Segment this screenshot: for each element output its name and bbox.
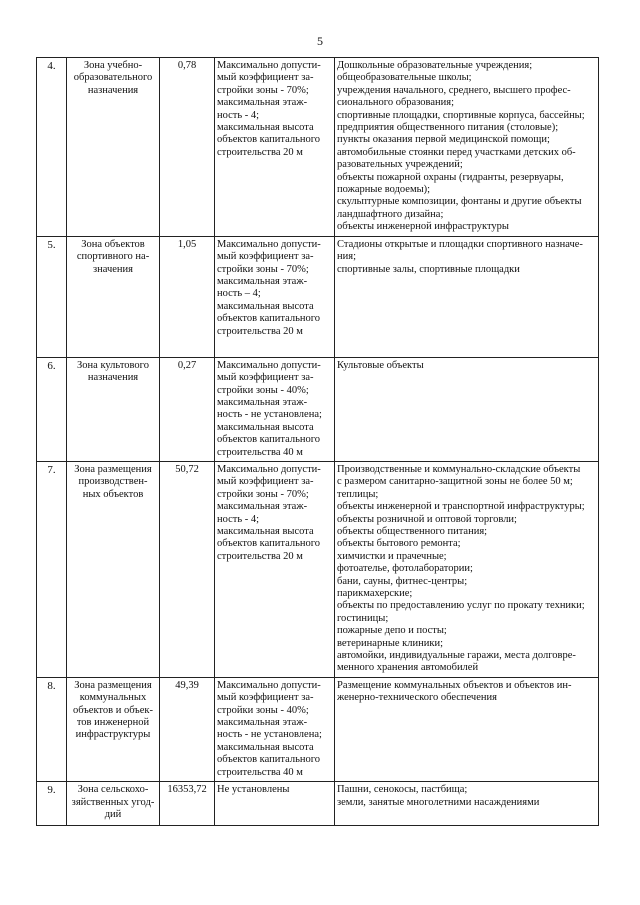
permitted-use-line: спортивные залы, спортивные площадки [337,263,520,275]
permitted-use-line: теплицы; [337,488,379,500]
zone-area-cell: 1,05 [160,236,215,357]
zone-parameter-line: стройки зоны - 40%; [217,384,309,396]
zone-parameter-line: максимальная этаж- [217,275,308,287]
permitted-use-line: Культовые объекты [337,359,424,371]
zone-parameter-line: Максимально допусти- [217,463,321,475]
permitted-uses-cell [335,357,599,461]
permitted-use-line: парикмахерские; [337,588,413,599]
row-number-cell: 8. [37,677,67,781]
zone-parameters-cell [215,782,335,826]
permitted-use-line: объекты по предоставлению услуг по прокату техники; [337,600,585,612]
zone-parameter-line: мый коэффициент за- [217,251,314,263]
permitted-use-line: объекты бытового ремонта; [337,538,461,550]
permitted-use-line: скульптурные композиции, фонтаны и другие объекты [337,196,582,208]
permitted-use-line: пункты оказания первой медицинской помощи; [337,134,550,146]
zone-parameter-line: мый коэффициент за- [217,372,314,384]
table-row [37,677,599,781]
zone-name-line: инфраструктуры [75,729,151,741]
zone-name-line: назначения [87,372,139,384]
zone-name-line: значения [92,263,134,275]
zones-table-body [37,58,599,826]
zone-parameter-line: Не установлены [217,784,290,796]
row-number-cell: 7. [37,461,67,677]
zone-parameter-line: Максимально допусти- [217,60,321,71]
zone-name-line: коммунальных [79,692,147,704]
zone-name-line: Зона размещения [74,679,152,691]
permitted-use-line: разовательных учреждений; [337,159,463,171]
permitted-use-line: женерно-технического обеспечения [337,692,497,704]
zone-parameter-line: стройки зоны - 70%; [217,84,309,96]
zone-parameters-cell [215,357,335,461]
table-row [37,236,599,357]
page-number: 5 [317,34,323,48]
zone-name-line: дий [104,808,122,820]
zone-area-cell: 16353,72 [160,782,215,826]
zone-name-line: зяйственных угод- [71,796,155,808]
table-row [37,461,599,677]
permitted-use-line: объекты пожарной охраны (гидранты, резервуары, [337,171,564,183]
zone-name-line: ных объектов [82,488,144,500]
row-number-cell: 4. [37,58,67,237]
permitted-use-line: ландшафтного дизайна; [337,208,444,220]
zone-parameter-line: строительства 40 м [217,446,303,458]
zone-parameter-line: максимальная высота [217,525,314,537]
zone-area-cell: 0,78 [160,58,215,237]
permitted-use-line: автомобильные стоянки перед участками детских об- [337,146,576,158]
zone-name-line: производствен- [78,476,148,488]
zone-parameter-line: стройки зоны - 70%; [217,488,309,500]
permitted-use-line: Размещение коммунальных объектов и объектов ин- [337,679,572,691]
zone-parameter-line: объектов капитального [217,434,321,446]
row-number-cell: 6. [37,357,67,461]
zone-parameter-line: мый коэффициент за- [217,692,314,704]
zone-parameter-line: Максимально допусти- [217,359,321,371]
zone-name-line: Зона учебно- [83,60,143,71]
zone-parameters-cell [215,58,335,237]
permitted-use-line: автомойки, индивидуальные гаражи, места долговре- [337,650,576,662]
zone-parameter-line: максимальная этаж- [217,501,308,513]
row-number-cell: 9. [37,782,67,826]
zone-parameter-line: объектов капитального [217,538,321,550]
permitted-use-line: сионального образования; [337,97,455,109]
zone-parameter-line: Максимально допусти- [217,238,321,250]
permitted-use-line: ния; [337,251,356,263]
zone-parameters-cell [215,236,335,357]
permitted-use-line: спортивные площадки, спортивные корпуса, бассейны; [337,109,585,121]
permitted-use-line: предприятия общественного питания (столовые); [337,122,559,134]
zone-parameter-line: ность - 4; [217,109,260,121]
zone-parameter-line: максимальная этаж- [217,97,308,109]
zone-name-cell [67,236,160,357]
permitted-use-line: Пашни, сенокосы, пастбища; [337,784,468,796]
row-number-cell: 5. [37,236,67,357]
zones-table [36,57,599,826]
permitted-use-line: Стадионы открытые и площадки спортивного назначе- [337,238,583,250]
permitted-use-line: объекты розничной и оптовой торговли; [337,513,517,525]
permitted-use-line: учреждения начального, среднего, высшего профес- [337,84,571,96]
zone-name-cell [67,357,160,461]
zone-parameter-line: ность - не установлена; [217,409,322,421]
zone-parameter-line: стройки зоны - 70%; [217,263,309,275]
permitted-use-line: общеобразовательные школы; [337,72,472,84]
zone-name-line: образовательного [73,72,153,84]
permitted-use-line: объекты общественного питания; [337,525,488,537]
zone-area-cell: 50,72 [160,461,215,677]
permitted-uses-cell [335,236,599,357]
zone-parameter-line: максимальная высота [217,122,314,134]
zone-parameter-line: строительства 20 м [217,325,303,337]
permitted-use-line: Производственные и коммунально-складские объекты [337,463,581,475]
zone-name-line: назначения [87,84,139,96]
table-row [37,58,599,237]
zone-name-line: спортивного на- [76,251,150,263]
permitted-uses-cell [335,461,599,677]
permitted-use-line: ветеринарные клиники; [337,637,443,649]
permitted-use-line: фотоателье, фотолаборатории; [337,563,473,575]
table-row [37,357,599,461]
zone-area-cell: 49,39 [160,677,215,781]
zone-parameter-line: максимальная высота [217,421,314,433]
zone-parameter-line: максимальная этаж- [217,396,308,408]
permitted-use-line: гостиницы; [337,612,389,624]
zone-area-cell: 0,27 [160,357,215,461]
zone-name-line: объектов и объек- [73,704,153,716]
permitted-use-line: объекты инженерной и транспортной инфраструктуры; [337,501,585,513]
zone-parameters-cell [215,677,335,781]
zone-parameter-line: строительства 40 м [217,766,303,778]
zone-parameter-line: объектов капитального [217,754,321,766]
zone-parameter-line: мый коэффициент за- [217,476,314,488]
zone-parameter-line: строительства 20 м [217,146,303,158]
permitted-use-line: Дошкольные образовательные учреждения; [337,60,533,71]
zone-parameter-line: объектов капитального [217,313,321,325]
permitted-uses-cell [335,677,599,781]
permitted-use-line: химчистки и прачечные; [337,550,447,562]
permitted-use-line: бани, сауны, фитнес-центры; [337,575,468,587]
zone-name-line: Зона объектов [81,238,145,250]
permitted-use-line: пожарные водоемы); [337,184,431,196]
zone-parameter-line: максимальная этаж- [217,717,308,729]
zone-parameter-line: ность - 4; [217,513,260,525]
zone-name-line: Зона сельскохо- [77,784,149,796]
zone-name-line: тов инженерной [76,717,150,729]
zone-name-cell [67,782,160,826]
zone-parameter-line: максимальная высота [217,741,314,753]
zone-parameter-line: Максимально допусти- [217,679,321,691]
zone-parameter-line: ность – 4; [217,288,261,300]
permitted-uses-cell [335,782,599,826]
zone-name-line: Зона культового [77,359,149,371]
zone-parameters-cell [215,461,335,677]
zone-name-cell [67,677,160,781]
permitted-use-line: пожарные депо и посты; [337,625,447,637]
zone-parameter-line: мый коэффициент за- [217,72,314,84]
zone-parameter-line: максимальная высота [217,300,314,312]
permitted-use-line: менного хранения автомобилей [337,662,479,674]
zone-name-cell [67,58,160,237]
permitted-use-line: с размером санитарно-защитной зоны не более 50 м; [337,476,573,488]
zone-name-line: Зона размещения [74,463,152,475]
zone-parameter-line: стройки зоны - 40%; [217,704,309,716]
permitted-use-line: объекты инженерной инфраструктуры [337,221,509,233]
permitted-use-line: земли, занятые многолетними насаждениями [337,796,540,808]
zone-name-cell [67,461,160,677]
table-row [37,782,599,826]
zone-parameter-line: объектов капитального [217,134,321,146]
zone-parameter-line: строительства 20 м [217,550,303,562]
zone-parameter-line: ность - не установлена; [217,729,322,741]
permitted-uses-cell [335,58,599,237]
